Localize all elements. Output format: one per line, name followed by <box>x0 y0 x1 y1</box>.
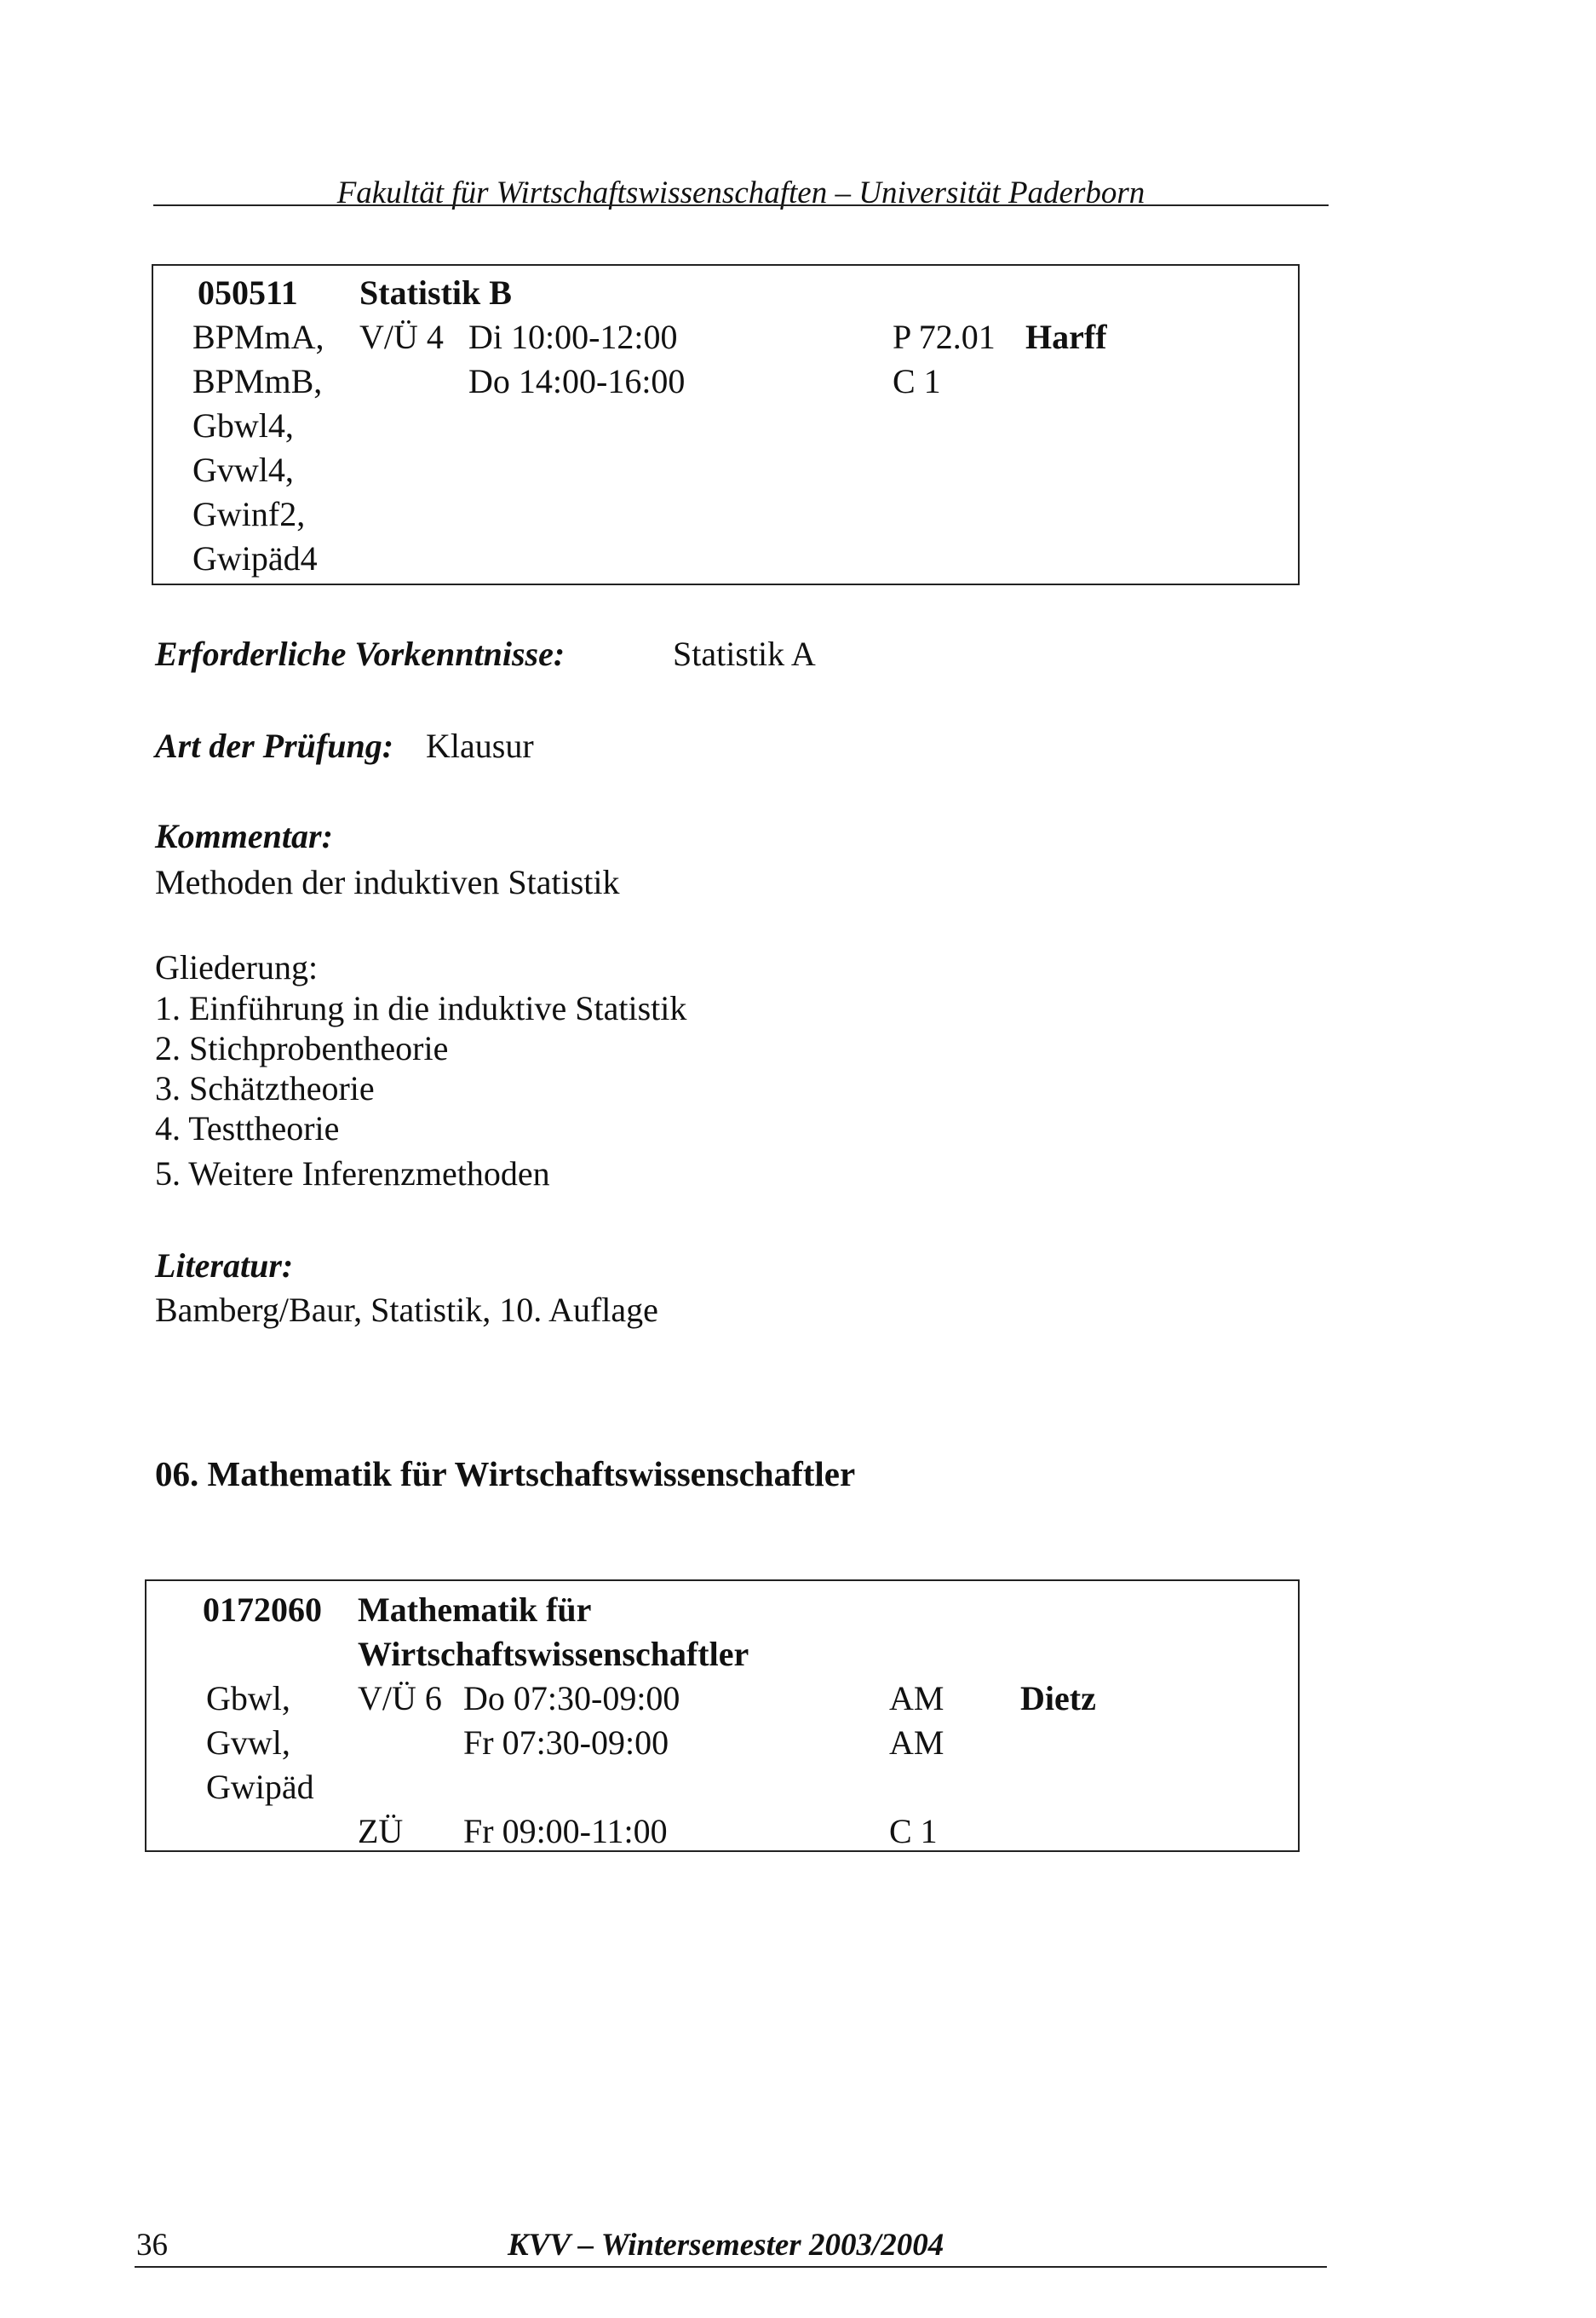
tutorial-time: Fr 09:00-11:00 <box>463 1812 668 1850</box>
program-item: Gwipäd4 <box>192 539 318 578</box>
outline-item: 4. Testtheorie <box>155 1109 340 1147</box>
session-time: Fr 07:30-09:00 <box>463 1723 669 1762</box>
footer-text: KVV – Wintersemester 2003/2004 <box>508 2228 944 2263</box>
course-box-mathematik <box>145 1579 1300 1852</box>
header-rule <box>153 204 1329 206</box>
tutorial-type: ZÜ <box>358 1812 404 1850</box>
literature-text: Bamberg/Baur, Statistik, 10. Auflage <box>155 1291 658 1329</box>
session-room: C 1 <box>893 362 941 400</box>
program-item: Gbwl4, <box>192 406 294 445</box>
session-room: P 72.01 <box>893 318 996 356</box>
course-type: V/Ü 6 <box>358 1679 442 1717</box>
course-title: Mathematik für <box>358 1590 592 1629</box>
program-item: BPMmA, <box>192 318 324 356</box>
footer-rule <box>135 2266 1327 2268</box>
session-room: AM <box>889 1679 944 1717</box>
session-time: Do 07:30-09:00 <box>463 1679 680 1717</box>
session-time: Do 14:00-16:00 <box>468 362 686 400</box>
session-room: AM <box>889 1723 944 1762</box>
page-header: Fakultät für Wirtschaftswissenschaften – Universität Paderborn <box>336 175 1145 210</box>
outline-item: 3. Schätztheorie <box>155 1069 375 1107</box>
prerequisites-label: Erforderliche Vorkenntnisse: <box>155 635 565 673</box>
outline-item: 5. Weitere Inferenzmethoden <box>155 1154 550 1193</box>
course-number: 050511 <box>198 273 298 312</box>
comment-label: Kommentar: <box>155 817 333 855</box>
session-time: Di 10:00-12:00 <box>468 318 678 356</box>
course-lecturer: Harff <box>1025 318 1107 356</box>
course-type: V/Ü 4 <box>359 318 444 356</box>
section-title: 06. Mathematik für Wirtschaftswissenschaftler <box>155 1454 856 1493</box>
program-item: Gvwl4, <box>192 451 294 489</box>
literature-label: Literatur: <box>155 1246 294 1285</box>
program-item: Gbwl, <box>206 1679 290 1717</box>
course-box-statistik-b <box>152 264 1300 585</box>
outline-item: 2. Stichprobentheorie <box>155 1029 449 1067</box>
tutorial-room: C 1 <box>889 1812 938 1850</box>
course-title-continued: Wirtschaftswissenschaftler <box>358 1635 749 1673</box>
outline-item: 1. Einführung in die induktive Statistik <box>155 989 687 1027</box>
program-item: BPMmB, <box>192 362 323 400</box>
program-item: Gvwl, <box>206 1723 290 1762</box>
exam-label: Art der Prüfung: <box>155 727 394 765</box>
course-lecturer: Dietz <box>1020 1679 1096 1717</box>
exam-value: Klausur <box>426 727 534 765</box>
program-item: Gwipäd <box>206 1768 314 1806</box>
page-number: 36 <box>136 2228 168 2263</box>
prerequisites-value: Statistik A <box>673 635 816 673</box>
outline-label: Gliederung: <box>155 948 319 986</box>
program-item: Gwinf2, <box>192 495 306 533</box>
course-title: Statistik B <box>359 273 512 312</box>
comment-text: Methoden der induktiven Statistik <box>155 863 620 901</box>
course-number: 0172060 <box>203 1590 322 1629</box>
